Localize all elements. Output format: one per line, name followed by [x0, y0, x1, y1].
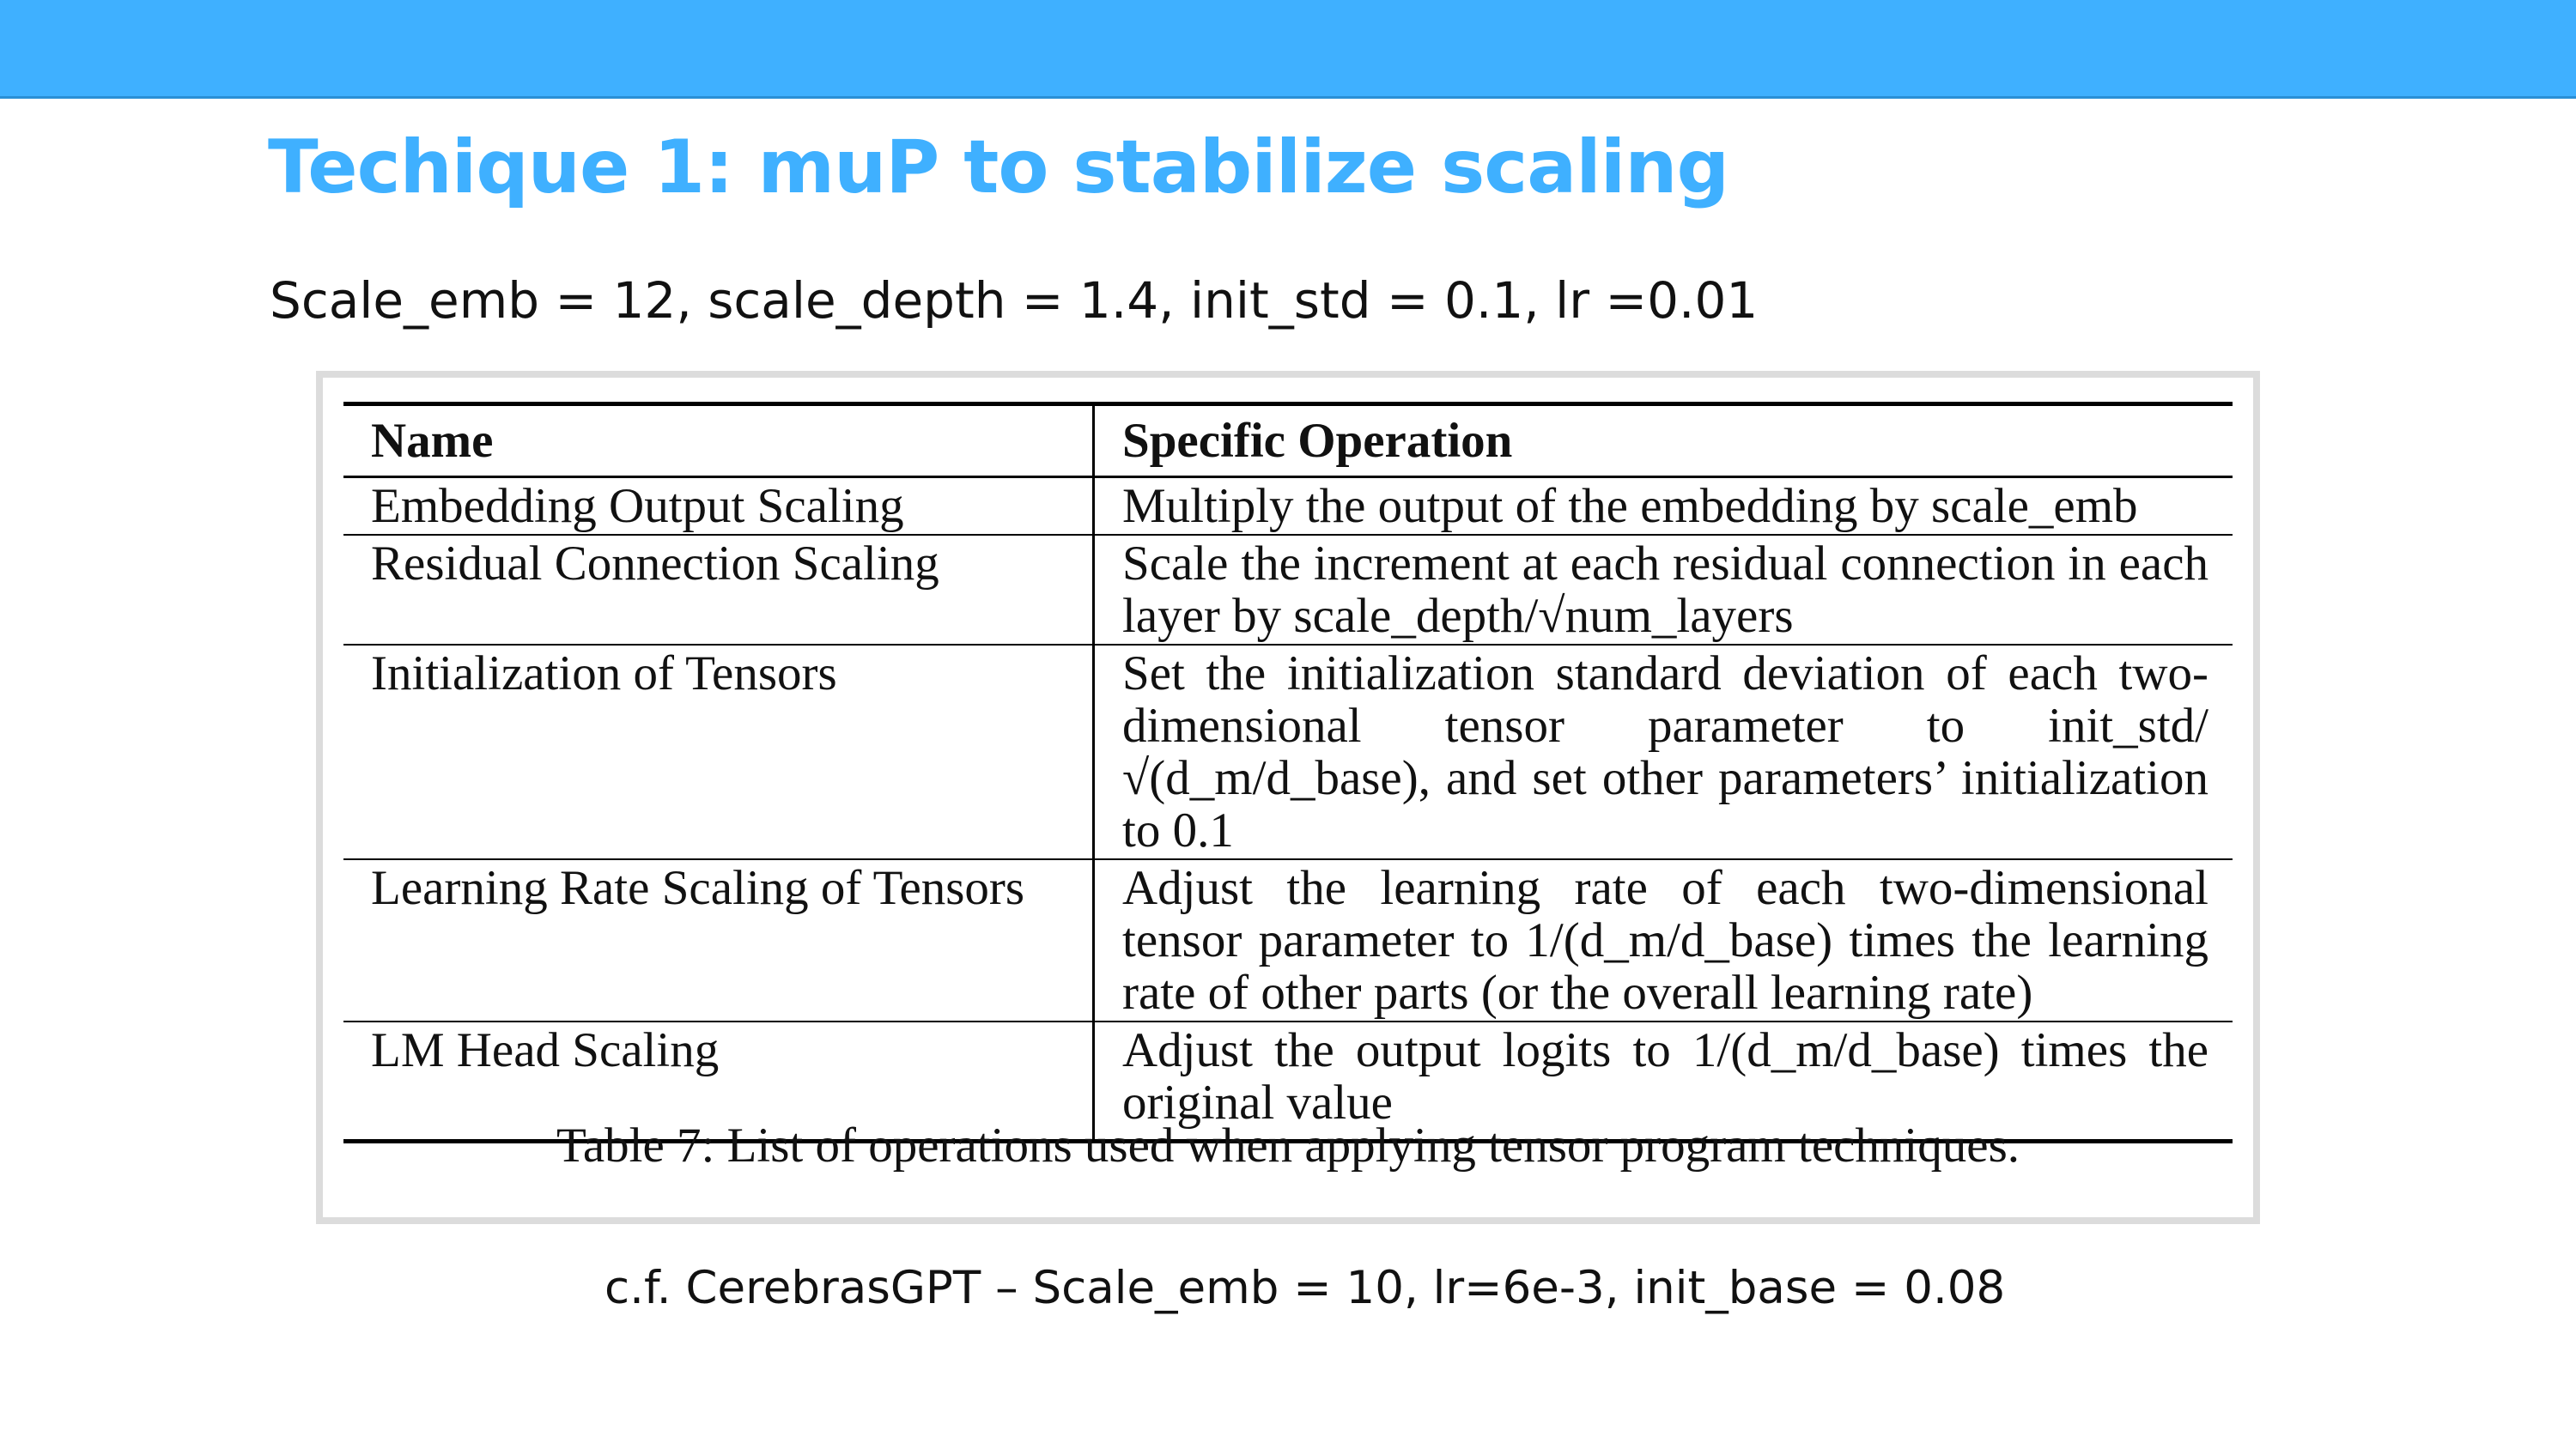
table-row — [343, 535, 2233, 645]
row-operation-cell: Scale the increment at each residual connection in each layer by scale_depth/√num_layers — [1122, 537, 2208, 643]
row-operation-cell: Adjust the output logits to 1/(d_m/d_base) times the original value — [1122, 1023, 2208, 1130]
table-caption: Table 7: List of operations used when applying tensor program techniques. — [556, 1119, 2020, 1173]
row-operation-cell: Set the initialization standard deviation of each two-dimensional tensor parameter to init_std/√(d_m/d_base), and set other parameters’ initialization to 0.1 — [1122, 646, 2208, 858]
table-row — [343, 859, 2233, 1022]
hyperparameter-line: Scale_emb = 12, scale_depth = 1.4, init_std = 0.1, lr =0.01 — [270, 271, 1759, 330]
table-figure — [316, 371, 2260, 1224]
table-row — [343, 645, 2233, 859]
table-header-row — [343, 404, 2233, 477]
header-bar — [0, 0, 2576, 99]
slide-title: Techique 1: muP to stabilize scaling — [268, 124, 1729, 210]
row-operation-cell: Multiply the output of the embedding by scale_emb — [1122, 479, 2138, 533]
row-operation-cell: Adjust the learning rate of each two-dimensional tensor parameter to 1/(d_m/d_base) times the learning rate of other parts (or the overall learning rate) — [1122, 861, 2208, 1020]
column-header-name: Name — [343, 404, 1094, 477]
operations-table — [343, 402, 2233, 1143]
cerebras-comparison-note: c.f. CerebrasGPT – Scale_emb = 10, lr=6e-3, init_base = 0.08 — [605, 1262, 2006, 1314]
table-row — [343, 477, 2233, 536]
row-name-cell: Residual Connection Scaling — [343, 535, 1094, 645]
row-name-cell: Embedding Output Scaling — [343, 477, 1094, 536]
row-name-cell: Learning Rate Scaling of Tensors — [343, 859, 1094, 1022]
column-header-operation: Specific Operation — [1122, 414, 1513, 468]
row-name-cell: Initialization of Tensors — [343, 645, 1094, 859]
row-name-cell: LM Head Scaling — [343, 1022, 1094, 1142]
